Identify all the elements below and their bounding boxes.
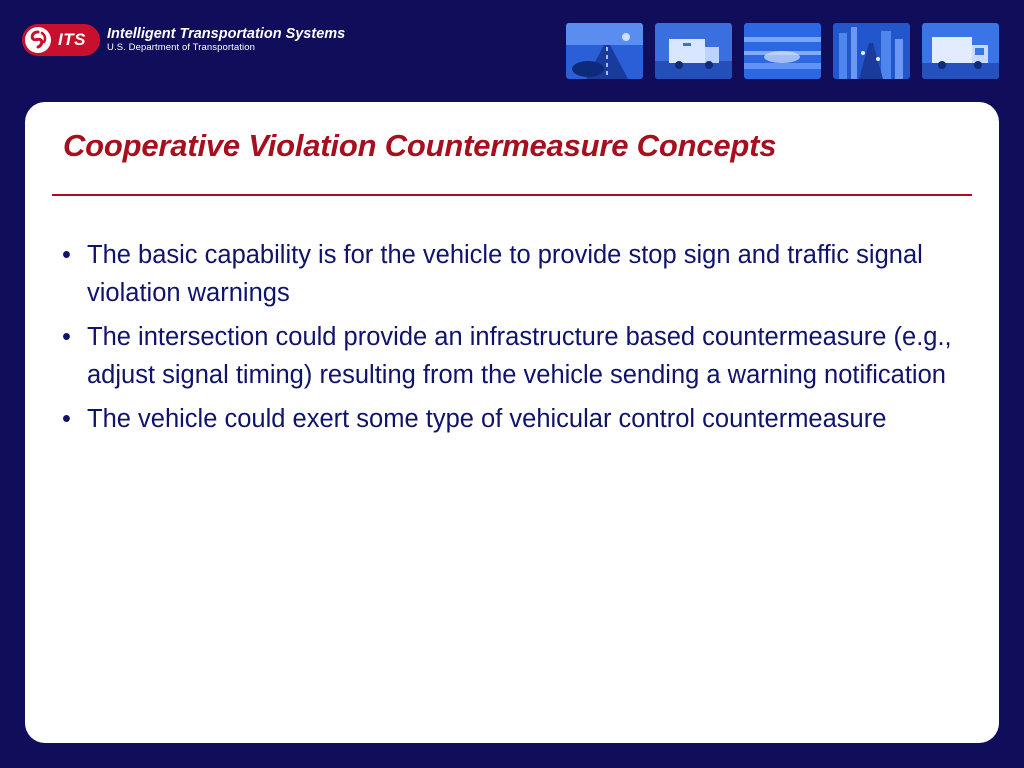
its-logo	[22, 24, 345, 56]
bullet-item	[57, 400, 957, 438]
its-swirl-icon	[25, 27, 51, 53]
bullet-list	[57, 236, 957, 444]
logo-title: Intelligent Transportation Systems	[107, 26, 346, 43]
bullet-text: The vehicle could exert some type of vehicular control countermeasure	[87, 405, 887, 433]
ambulance-photo	[655, 23, 732, 79]
title-divider	[52, 194, 972, 196]
bullet-dot-icon: •	[62, 405, 71, 433]
truck-photo	[922, 23, 999, 79]
bullet-item	[57, 236, 957, 312]
logo-text	[107, 26, 345, 54]
its-logo-badge	[22, 24, 100, 56]
logo-abbreviation: ITS	[58, 30, 86, 49]
slide-content-panel	[25, 102, 999, 743]
bullet-text: The basic capability is for the vehicle to provide stop sign and traffic signal violation warnings	[87, 241, 923, 307]
bullet-dot-icon: •	[62, 241, 71, 269]
bullet-dot-icon: •	[62, 323, 71, 351]
bullet-item	[57, 318, 957, 394]
header-photo-strip	[566, 23, 999, 79]
slide-header	[0, 0, 1024, 100]
traffic-motion-photo	[744, 23, 821, 79]
highway-night-photo	[566, 23, 643, 79]
city-lights-photo	[833, 23, 910, 79]
bullet-text: The intersection could provide an infrastructure based countermeasure (e.g., adjust signal timing) resulting from the vehicle sending a warning notification	[87, 323, 952, 389]
logo-subtitle: U.S. Department of Transportation	[107, 41, 255, 53]
slide-title: Cooperative Violation Countermeasure Concepts	[63, 128, 777, 163]
